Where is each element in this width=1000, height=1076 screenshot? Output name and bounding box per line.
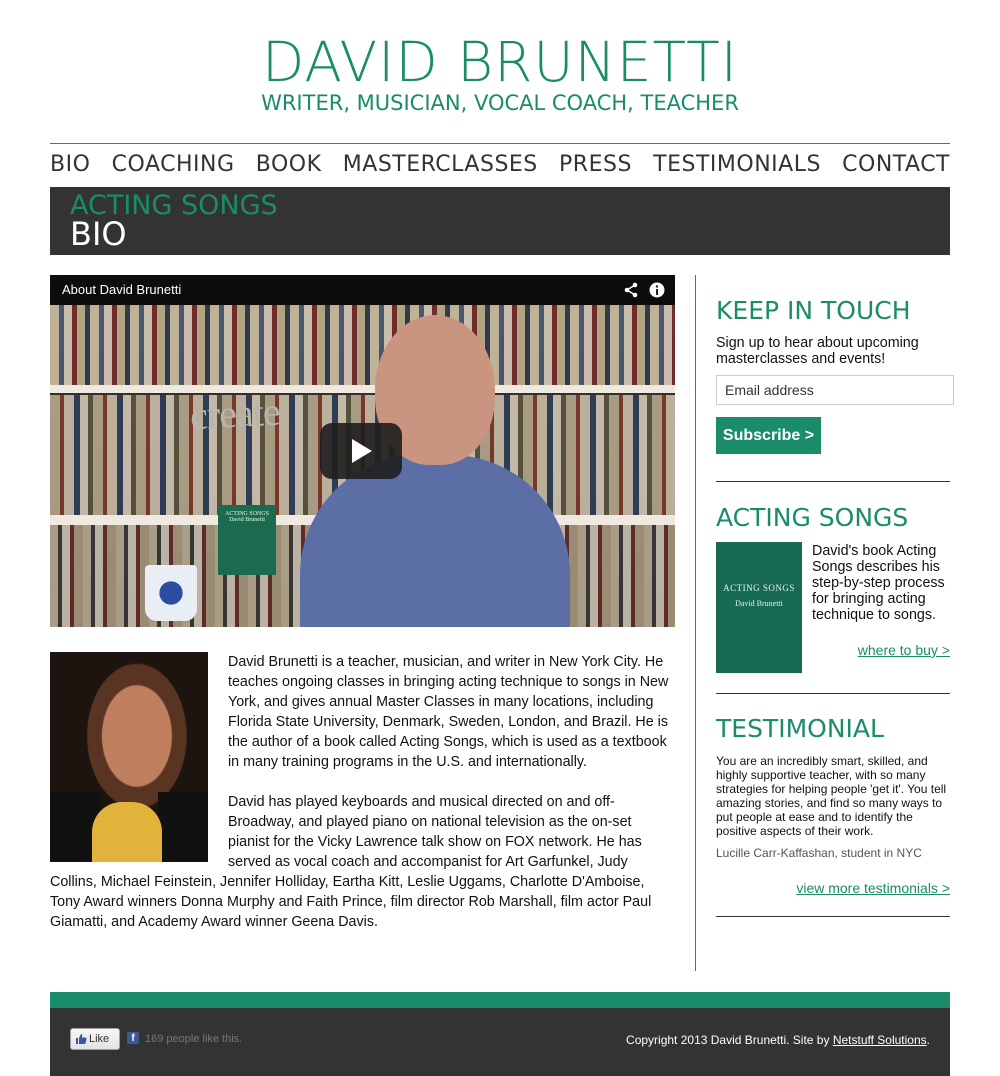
nav-item-press[interactable]: PRESS [559, 152, 632, 177]
bio-text [50, 652, 675, 932]
footer-accent-bar [50, 992, 950, 1008]
video-person-body [300, 455, 570, 627]
testimonial-author: Lucille Carr-Kaffashan, student in NYC [716, 846, 922, 860]
main-nav [50, 150, 950, 180]
like-count: 169 people like this. [145, 1033, 243, 1045]
sidebar-divider [716, 693, 950, 694]
book-cover[interactable] [716, 542, 802, 673]
where-to-buy-link[interactable]: where to buy > [857, 642, 950, 658]
keep-in-touch-heading: KEEP IN TOUCH [716, 296, 911, 325]
like-label: Like [89, 1033, 110, 1045]
testimonial-quote: You are an incredibly smart, skilled, and highly supportive teacher, with so many strategies for helping people 'get it'. You tell amazing stories, and find so many ways to put people at ease and to identify the positive aspects of their work. [716, 754, 947, 838]
testimonial-heading: TESTIMONIAL [716, 714, 884, 743]
sidebar-divider [716, 481, 950, 482]
column-divider [695, 275, 696, 971]
play-icon [350, 439, 374, 463]
nav-item-coaching[interactable]: COACHING [111, 152, 235, 177]
copyright-text: Copyright 2013 David Brunetti. Site by [626, 1033, 833, 1047]
copyright [626, 1032, 930, 1048]
bio-paragraph: David Brunetti is a teacher, musician, and writer in New York City. He teaches ongoing classes in bringing acting technique to songs in New York, and gives annual Master Classes in many locations, including Florida State University, Denmark, Sweden, London, and Brazil. He is the author of a book called Acting Songs, which is used as a textbook in many training programs in the U.S. and internationally. [228, 654, 669, 770]
page-heading: BIO [70, 215, 127, 253]
site-tagline: WRITER, MUSICIAN, VOCAL COACH, TEACHER [261, 91, 739, 115]
nav-item-masterclasses[interactable]: MASTERCLASSES [342, 152, 538, 177]
sidebar-divider [716, 916, 950, 917]
nav-item-book[interactable]: BOOK [255, 152, 322, 177]
book-cover-author: David Brunetti [735, 599, 783, 608]
bio-paragraph: David has played keyboards and musical directed on and off-Broadway, and played piano on national television as the on-set pianist for the Vicky Lawrence talk show on FOX network. He has served as vocal coach and accompanist for Art Garfunkel, Judy Collins, Michael Feinstein, Jennifer Holliday, Eartha Kitt, Leslie Uggams, Charlotte D'Amboise, Tony Award winners Donna Murphy and Faith Prince, film director Rob Marshall, film actor Paul Giamatti, and Academy Award winner Geena Davis. [50, 794, 652, 930]
banner-kicker: ACTING SONGS [70, 190, 278, 221]
video-book-author: David Brunetti [229, 517, 265, 523]
share-icon[interactable] [623, 282, 639, 298]
video-mug-prop [145, 565, 197, 621]
nav-item-bio[interactable]: BIO [50, 152, 91, 177]
footer [50, 1008, 950, 1076]
book-cover-title: ACTING SONGS [723, 583, 795, 593]
acting-songs-heading: ACTING SONGS [716, 503, 909, 532]
copyright-period: . [926, 1033, 930, 1047]
play-button[interactable] [320, 423, 402, 479]
video-player[interactable] [50, 275, 675, 627]
page-banner [50, 187, 950, 255]
thumbs-up-icon [75, 1033, 87, 1045]
email-field[interactable] [716, 375, 954, 405]
facebook-like-button[interactable] [70, 1028, 120, 1050]
site-title[interactable]: DAVID BRUNETTI [262, 30, 738, 94]
video-title[interactable]: About David Brunetti [62, 282, 182, 297]
nav-item-contact[interactable]: CONTACT [842, 152, 950, 177]
view-more-testimonials-link[interactable]: view more testimonials > [796, 880, 950, 896]
book-description: David's book Acting Songs describes his step-by-step process for bringing acting technique to songs. [812, 543, 945, 623]
info-icon[interactable] [649, 282, 665, 298]
netstuff-link[interactable]: Netstuff Solutions [832, 1033, 927, 1047]
nav-divider [50, 143, 950, 144]
facebook-icon: f [127, 1032, 139, 1044]
subscribe-button[interactable]: Subscribe > [716, 417, 821, 454]
video-book-title: ACTING SONGS [225, 511, 269, 517]
video-backdrop-word: create [188, 388, 281, 439]
video-title-bar [50, 275, 675, 305]
signup-text: Sign up to hear about upcoming masterclasses and events! [716, 335, 919, 367]
nav-item-testimonials[interactable]: TESTIMONIALS [653, 152, 821, 177]
video-book-prop [218, 505, 276, 575]
